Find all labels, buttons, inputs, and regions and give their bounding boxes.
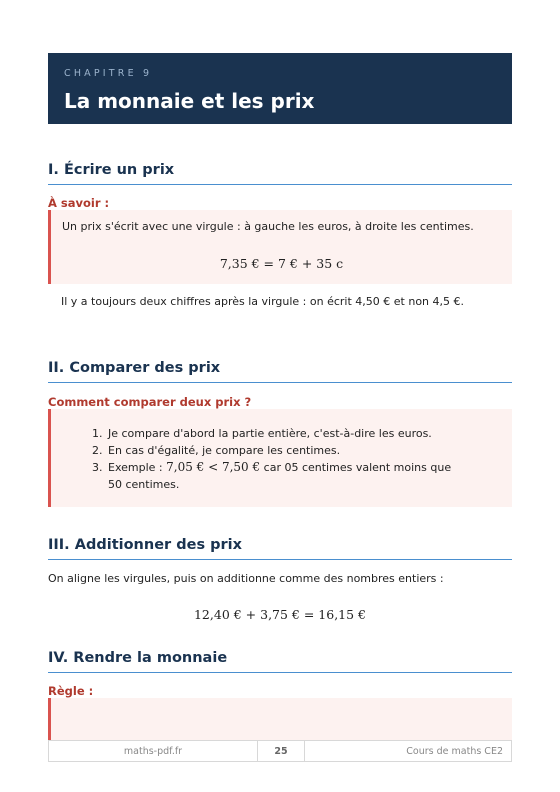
step-number: 2. — [92, 444, 103, 457]
step-prefix: Exemple : — [108, 461, 167, 474]
footer-course: Cours de maths CE2 — [406, 745, 503, 757]
box-text-1: Un prix s'écrit avec une virgule : à gauche les euros, à droite les centimes. — [62, 220, 474, 233]
box-label-4: Règle : — [48, 684, 94, 698]
step-suffix: car 05 centimes valent moins que 50 centimes. — [108, 461, 452, 491]
list-item — [92, 442, 457, 459]
steps-list — [92, 425, 457, 493]
step-text: En cas d'égalité, je compare les centimes. — [108, 444, 341, 457]
chapter-title: La monnaie et les prix — [64, 89, 315, 113]
section-title-1: I. Écrire un prix — [48, 161, 512, 185]
info-box-2 — [48, 409, 512, 507]
list-item — [92, 459, 457, 493]
note-text-1: Il y a toujours deux chiffres après la virgule : on écrit 4,50 € et non 4,5 €. — [61, 295, 465, 308]
step-number: 1. — [92, 427, 103, 440]
info-box-1 — [48, 210, 512, 284]
box-label-2: Comment comparer deux prix ? — [48, 395, 252, 409]
step-text: Je compare d'abord la partie entière, c'est-à-dire les euros. — [108, 427, 432, 440]
formula-1: 7,35 € = 7 € + 35 c — [219, 256, 344, 271]
formula-3: 12,40 € + 3,75 € = 16,15 € — [193, 607, 367, 622]
page-number: 25 — [258, 741, 305, 761]
step-number: 3. — [92, 461, 103, 474]
page-footer — [48, 740, 512, 762]
section-title-4: IV. Rendre la monnaie — [48, 649, 512, 673]
section-text-3: On aligne les virgules, puis on additionne comme des nombres entiers : — [48, 572, 444, 585]
section-title-3: III. Additionner des prix — [48, 536, 512, 560]
inline-formula: 7,05 € < 7,50 € — [166, 460, 261, 474]
list-item — [92, 425, 457, 442]
info-box-4 — [48, 698, 512, 742]
box-label-1: À savoir : — [48, 196, 110, 210]
chapter-header — [48, 53, 512, 124]
chapter-label: CHAPITRE 9 — [64, 68, 153, 79]
section-title-2: II. Comparer des prix — [48, 359, 512, 383]
footer-site: maths-pdf.fr — [49, 741, 258, 761]
